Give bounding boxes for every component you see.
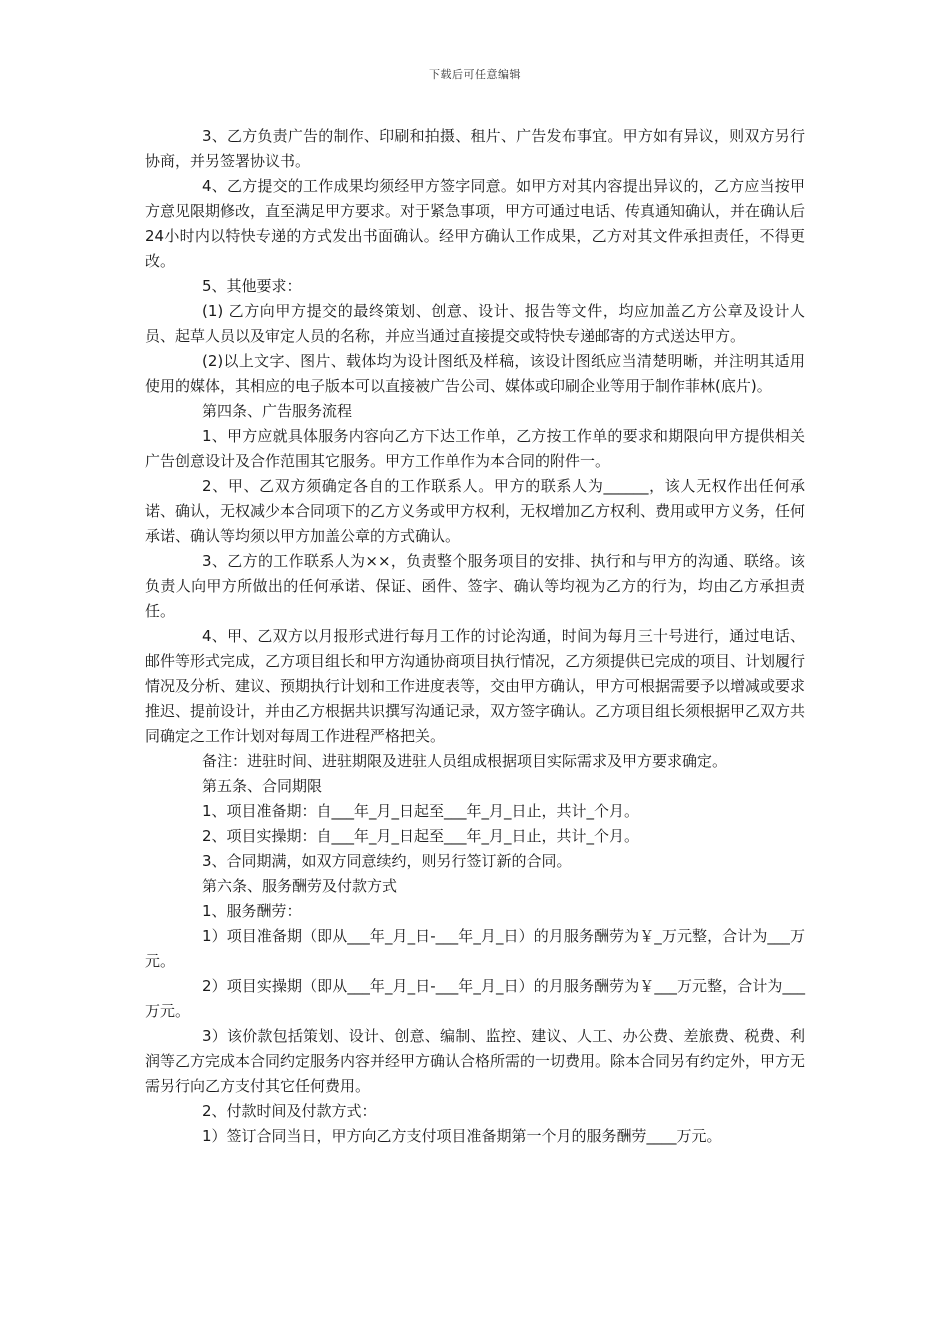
paragraph-item-3: 3、乙方负责广告的制作、印刷和拍摄、租片、广告发布事宜。甲方如有异议，则双方另行协商，并另签署协议书。 xyxy=(145,127,805,170)
document-body xyxy=(145,124,805,1149)
paragraph-service-fee-heading: 1、服务酬劳： xyxy=(202,902,302,920)
paragraph-item-4: 4、乙方提交的工作成果均须经甲方签字同意。如甲方对其内容提出异议的，乙方应当按甲方意见限期修改，直至满足甲方要求。对于紧急事项，甲方可通过电话、传真通知确认，并在确认后24小时内以特快专递的方式发出书面确认。经甲方确认工作成果，乙方对其文件承担责任，不得更改。 xyxy=(145,177,806,270)
paragraph-other-requirements: 5、其他要求： xyxy=(202,277,302,295)
paragraph-article-5-item-3: 3、合同期满，如双方同意续约，则另行签订新的合同。 xyxy=(202,852,572,870)
section-heading-article-6: 第六条、服务酬劳及付款方式 xyxy=(202,877,398,895)
paragraph-article-4-item-2: 2、甲、乙双方须确定各自的工作联系人。甲方的联系人为______，该人无权作出任何承诺、确认，无权减少本合同项下的乙方义务或甲方权利，无权增加乙方权利、费用或甲方义务，任何承诺、确认等均须以甲方加盖公章的方式确认。 xyxy=(145,477,806,545)
page-header: 下载后可任意编辑 xyxy=(429,68,521,81)
paragraph-payment-1: 1）签订合同当日，甲方向乙方支付项目准备期第一个月的服务酬劳____万元。 xyxy=(202,1127,722,1145)
paragraph-requirement-1: (1) 乙方向甲方提交的最终策划、创意、设计、报告等文件，均应加盖乙方公章及设计人员、起草人员以及审定人员的名称，并应当通过直接提交或特快专递邮寄的方式送达甲方。 xyxy=(145,302,805,345)
paragraph-service-fee-3: 3）该价款包括策划、设计、创意、编制、监控、建议、人工、办公费、差旅费、税费、利润等乙方完成本合同约定服务内容并经甲方确认合格所需的一切费用。除本合同另有约定外，甲方无需另行向乙方支付其它任何费用。 xyxy=(145,1027,806,1095)
paragraph-service-fee-2: 2）项目实操期（即从___年_月_日-___年_月_日）的月服务酬劳为￥___万元整，合计为___万元。 xyxy=(145,977,805,1020)
paragraph-service-fee-1: 1）项目准备期（即从___年_月_日-___年_月_日）的月服务酬劳为￥_万元整，合计为___万元。 xyxy=(145,927,805,970)
section-heading-article-5: 第五条、合同期限 xyxy=(202,777,323,795)
paragraph-article-4-item-1: 1、甲方应就具体服务内容向乙方下达工作单，乙方按工作单的要求和期限向甲方提供相关广告创意设计及合作范围其它服务。甲方工作单作为本合同的附件一。 xyxy=(145,427,805,470)
paragraph-remark: 备注：进驻时间、进驻期限及进驻人员组成根据项目实际需求及甲方要求确定。 xyxy=(202,752,728,770)
paragraph-article-4-item-4: 4、甲、乙双方以月报形式进行每月工作的讨论沟通，时间为每月三十号进行，通过电话、邮件等形式完成，乙方项目组长和甲方沟通协商项目执行情况，乙方须提供已完成的项目、计划履行情况及分析、建议、预期执行计划和工作进度表等，交由甲方确认，甲方可根据需要予以增减或要求推迟、提前设计，并由乙方根据共识撰写沟通记录，双方签字确认。乙方项目组长须根据甲乙双方共同确定之工作计划对每周工作进程严格把关。 xyxy=(145,627,806,745)
paragraph-article-5-item-2: 2、项目实操期：自___年_月_日起至___年_月_日止，共计_个月。 xyxy=(202,827,640,845)
paragraph-requirement-2: (2)以上文字、图片、载体均为设计图纸及样稿，该设计图纸应当清楚明晰，并注明其适用使用的媒体，其相应的电子版本可以直接被广告公司、媒体或印刷企业等用于制作菲林(底片)。 xyxy=(145,352,805,395)
paragraph-article-5-item-1: 1、项目准备期：自___年_月_日起至___年_月_日止，共计_个月。 xyxy=(202,802,640,820)
paragraph-payment-heading: 2、付款时间及付款方式： xyxy=(202,1102,377,1120)
paragraph-article-4-item-3: 3、乙方的工作联系人为××，负责整个服务项目的安排、执行和与甲方的沟通、联络。该负责人向甲方所做出的任何承诺、保证、函件、签字、确认等均视为乙方的行为，均由乙方承担责任。 xyxy=(145,552,805,620)
section-heading-article-4: 第四条、广告服务流程 xyxy=(202,402,353,420)
